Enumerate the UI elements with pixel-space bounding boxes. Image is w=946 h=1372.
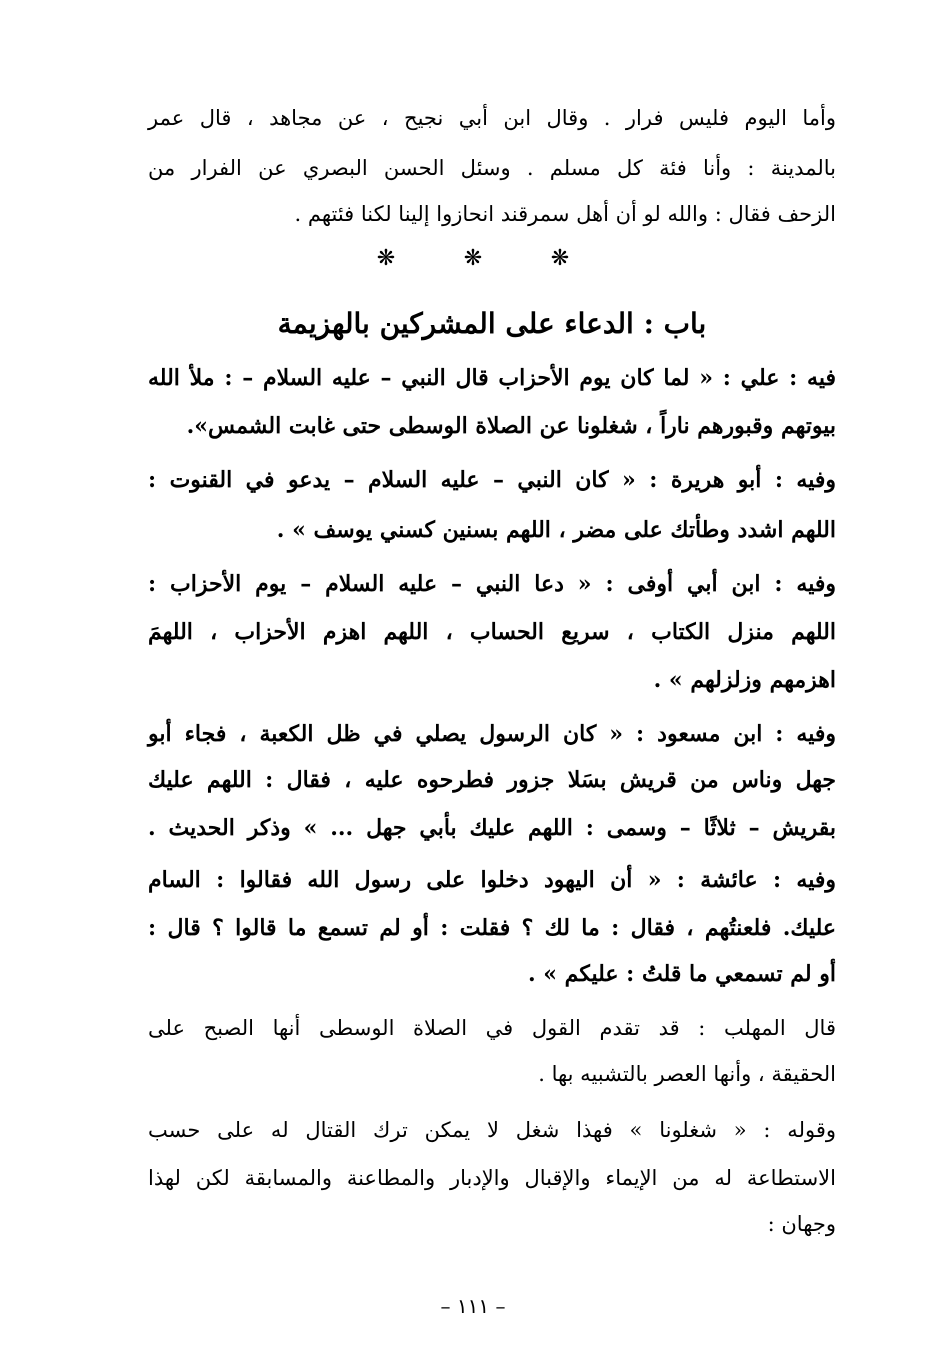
- intro-line-3: الزحف فقال : والله لو أن أهل سمرقند انحازوا إلينا لكنا فئتهم .: [294, 202, 836, 226]
- commentary-shaghaluna-line-3: وجهان :: [767, 1212, 836, 1236]
- hadith-ali-line-2: بيوتهم وقبورهم ناراً ، شغلونا عن الصلاة الوسطى حتى غابت الشمس».: [186, 413, 836, 439]
- asterism-icon: ❋: [463, 246, 483, 271]
- asterism-icon: ❋: [376, 246, 396, 271]
- hadith-aisha-line-3: أو لم تسمعي ما قلتُ : عليكم » .: [527, 961, 836, 987]
- hadith-ibnabiawfa-line-2: اللهم منزل الكتاب ، سريع الحساب ، اللهم اهزم الأحزاب ، اللهمَ: [148, 619, 836, 645]
- hadith-abuhurayra-line-1: وفيه : أبو هريرة : « كان النبي – عليه السلام – يدعو في القنوت :: [148, 467, 836, 493]
- hadith-ibnmasud-line-3: بقريش – ثلاثًا – وسمى : اللهم عليك بأبي جهل ... » وذكر الحديث .: [148, 815, 836, 841]
- commentary-muhallab-line-1: قال المهلب : قد تقدم القول في الصلاة الوسطى أنها الصبح على: [148, 1016, 836, 1040]
- hadith-aisha-line-2: عليك. فلعنتُهم ، فقال : ما لك ؟ فقلت : أو لم تسمع ما قالوا ؟ قال :: [148, 915, 836, 941]
- star-separator: [0, 246, 946, 282]
- hadith-ibnabiawfa-line-3: اهزمهم وزلزلهم » .: [653, 667, 836, 693]
- intro-line-1: وأما اليوم فليس فرار . وقال ابن أبي نجيح ، عن مجاهد ، قال عمر: [148, 106, 836, 130]
- hadith-ibnabiawfa-line-1: وفيه : ابن أبي أوفى : « دعا النبي – عليه السلام – يوم الأحزاب :: [148, 571, 836, 597]
- hadith-abuhurayra-line-2: اللهم اشدد وطأتك على مضر ، اللهم بسنين كسني يوسف » .: [276, 517, 836, 543]
- commentary-shaghaluna-line-2: الاستطاعة له من الإيماء والإقبال والإدبار والمطاعنة والمسابقة لكن لهذا: [148, 1166, 836, 1190]
- hadith-ibnmasud-line-1: وفيه : ابن مسعود : « كان الرسول يصلي في ظل الكعبة ، فجاء أبو: [148, 721, 836, 747]
- asterism-icon: ❋: [550, 246, 570, 271]
- hadith-aisha-line-1: وفيه : عائشة : « أن اليهود دخلوا على رسول الله فقالوا : السام: [148, 867, 837, 893]
- hadith-ibnmasud-line-2: جهل وناس من قريش بسَلا جزور فطرحوه عليه ، فقال : اللهم عليك: [148, 767, 836, 793]
- commentary-muhallab-line-2: الحقيقة ، وأنها العصر بالتشبيه بها .: [538, 1062, 836, 1086]
- commentary-shaghaluna-line-1: وقوله : « شغلونا » فهذا شغل لا يمكن ترك القتال له على حسب: [148, 1118, 836, 1142]
- intro-line-2: بالمدينة : وأنا فئة كل مسلم . وسئل الحسن البصري عن الفرار من: [148, 156, 836, 180]
- chapter-title: باب : الدعاء على المشركين بالهزيمة: [277, 307, 707, 340]
- page-number: – ١١١ –: [440, 1294, 506, 1318]
- hadith-ali-line-1: فيه : علي : « لما كان يوم الأحزاب قال النبي – عليه السلام – : ملأ الله: [148, 365, 836, 391]
